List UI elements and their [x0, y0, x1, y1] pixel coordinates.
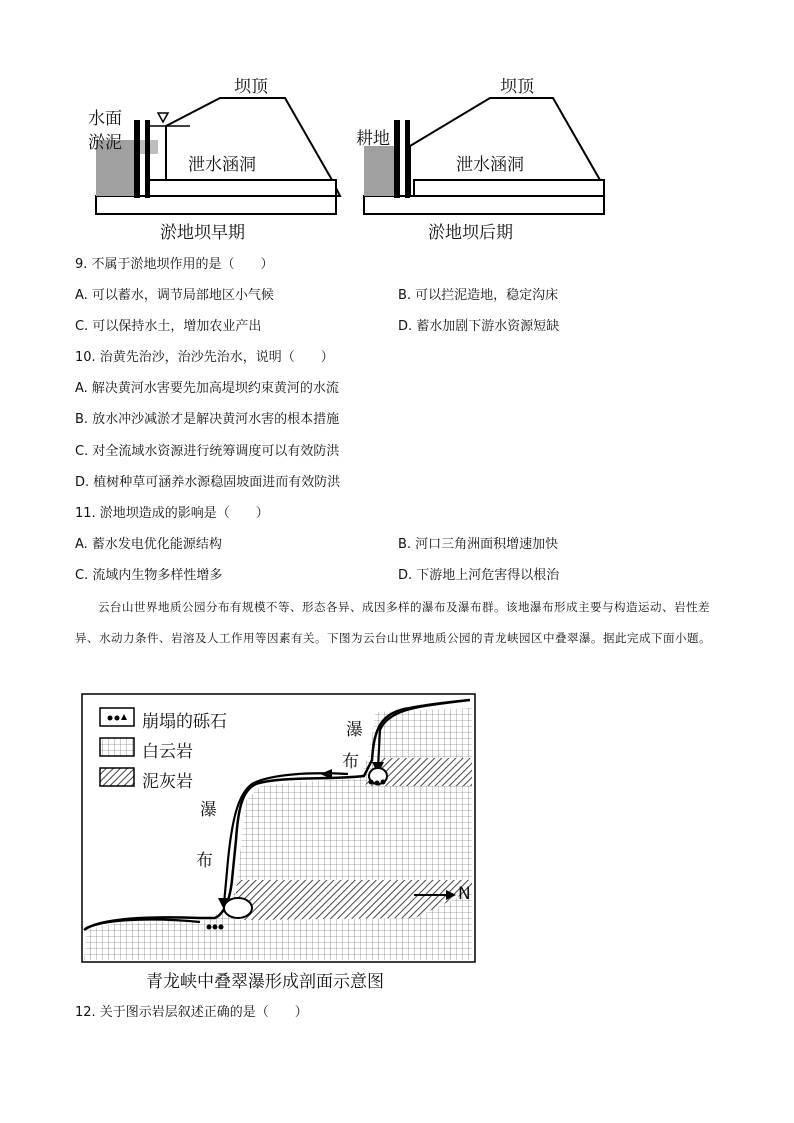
- label-silt: 淤泥: [88, 133, 122, 153]
- legend-gravel-label: 崩塌的砾石: [142, 712, 227, 732]
- question-9-option-a[interactable]: A. 可以蓄水，调节局部地区小气候: [75, 288, 274, 303]
- question-10-option-a[interactable]: A. 解决黄河水害要先加高堤坝约束黄河的水流: [75, 381, 339, 396]
- passage-text: 云台山世界地质公园分布有规模不等、形态各异、成因多样的瀑布及瀑布群。该地瀑布形成主要与构造运动、岩性差异、水动力条件、岩溶及人工作用等因素有关。下图为云台山世界地质公园的青龙峡园区中叠翠瀑。据此完成下面小题。: [75, 600, 711, 645]
- question-11-option-c[interactable]: C. 流域内生物多样性增多: [75, 568, 223, 583]
- figure-waterfall-profile: [0, 690, 794, 1000]
- question-9-option-b[interactable]: B. 可以拦泥造地，稳定沟床: [398, 288, 559, 303]
- question-11-option-b[interactable]: B. 河口三角洲面积增速加快: [398, 537, 559, 552]
- north-label: N: [458, 884, 471, 904]
- caption-late: 淤地坝后期: [428, 223, 513, 243]
- figure2-caption: 青龙峡中叠翠瀑形成剖面示意图: [146, 972, 384, 992]
- question-11-option-a[interactable]: A. 蓄水发电优化能源结构: [75, 537, 222, 552]
- question-11-stem: 11. 淤地坝造成的影响是（ ）: [75, 506, 269, 521]
- question-12-stem: 12. 关于图示岩层叙述正确的是（ ）: [75, 1005, 308, 1020]
- legend-marl-label: 泥灰岩: [142, 772, 193, 792]
- label-waterfall-lower-2: 布: [196, 851, 213, 871]
- label-dam-top-late: 坝顶: [500, 77, 534, 97]
- question-9-option-c[interactable]: C. 可以保持水土，增加农业产出: [75, 319, 262, 334]
- legend-dolomite-symbol: [100, 738, 134, 756]
- waterfall-profile-svg: [0, 690, 794, 1000]
- label-culvert-late: 泄水涵洞: [456, 155, 524, 175]
- caption-early: 淤地坝早期: [160, 223, 245, 243]
- question-10-option-c[interactable]: C. 对全流域水资源进行统筹调度可以有效防洪: [75, 444, 340, 459]
- legend-marl-symbol: [100, 768, 134, 786]
- label-dam-top-early: 坝顶: [234, 77, 268, 97]
- label-farmland: 耕地: [356, 129, 390, 149]
- label-waterfall-upper-2: 布: [342, 752, 359, 772]
- label-waterfall-upper-1: 瀑: [346, 720, 363, 740]
- question-9-option-d[interactable]: D. 蓄水加剧下游水资源短缺: [398, 319, 560, 334]
- question-11-option-d[interactable]: D. 下游地上河危害得以根治: [398, 568, 560, 583]
- label-waterfall-lower-1: 瀑: [200, 800, 217, 820]
- question-10-option-b[interactable]: B. 放水冲沙减淤才是解决黄河水害的根本措施: [75, 412, 340, 427]
- question-10-option-d[interactable]: D. 植树种草可涵养水源稳固坡面进而有效防洪: [75, 475, 341, 490]
- label-culvert-early: 泄水涵洞: [188, 155, 256, 175]
- figure-dam-diagrams: [0, 0, 794, 250]
- legend-dolomite-label: 白云岩: [142, 742, 193, 762]
- question-10-stem: 10. 治黄先治沙，治沙先治水，说明（ ）: [75, 350, 334, 365]
- label-water-surface: 水面: [88, 109, 122, 129]
- question-9-stem: 9. 不属于淤地坝作用的是（ ）: [75, 257, 274, 272]
